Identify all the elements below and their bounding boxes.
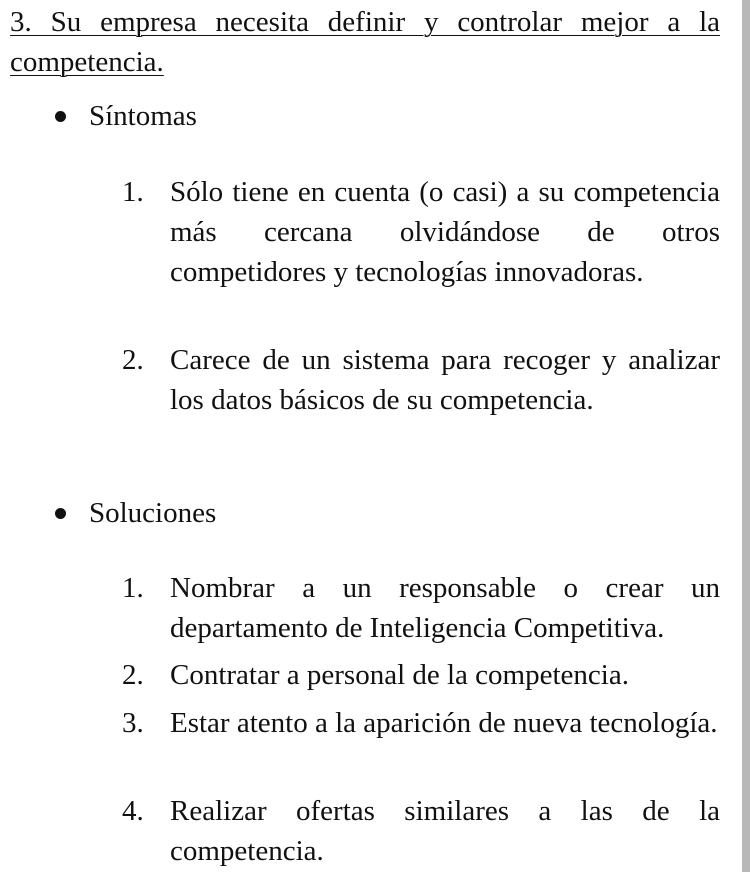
bullet-dot-icon [55,111,66,122]
list-text: Sólo tiene en cuenta (o casi) a su competencia más cercana olvidándose de otros competidores y tecnologías innovadoras. [170,176,720,288]
list-number: 2. [122,344,144,376]
list-number: 1. [122,176,144,208]
list-text: Realizar ofertas similares a las de la competencia. [170,795,720,867]
list-number: 3. [122,707,144,739]
list-text: Carece de un sistema para recoger y analizar los datos básicos de su competencia. [170,344,720,416]
bullet-sintomas [55,96,197,136]
list-text: Contratar a personal de la competencia. [170,659,629,691]
list-number: 2. [122,659,144,691]
list-text: Estar atento a la aparición de nueva tecnología. [170,707,718,739]
list-number: 4. [122,795,144,827]
list-text: Nombrar a un responsable o crear un departamento de Inteligencia Competitiva. [170,572,720,644]
section-heading: 3. Su empresa necesita definir y controlar mejor a la competencia. [10,6,720,78]
list-number: 1. [122,572,144,604]
bullet-dot-icon [55,508,66,519]
bullet-title: Soluciones [89,497,217,529]
bullet-title: Síntomas [89,100,197,132]
bullet-soluciones [55,493,216,533]
